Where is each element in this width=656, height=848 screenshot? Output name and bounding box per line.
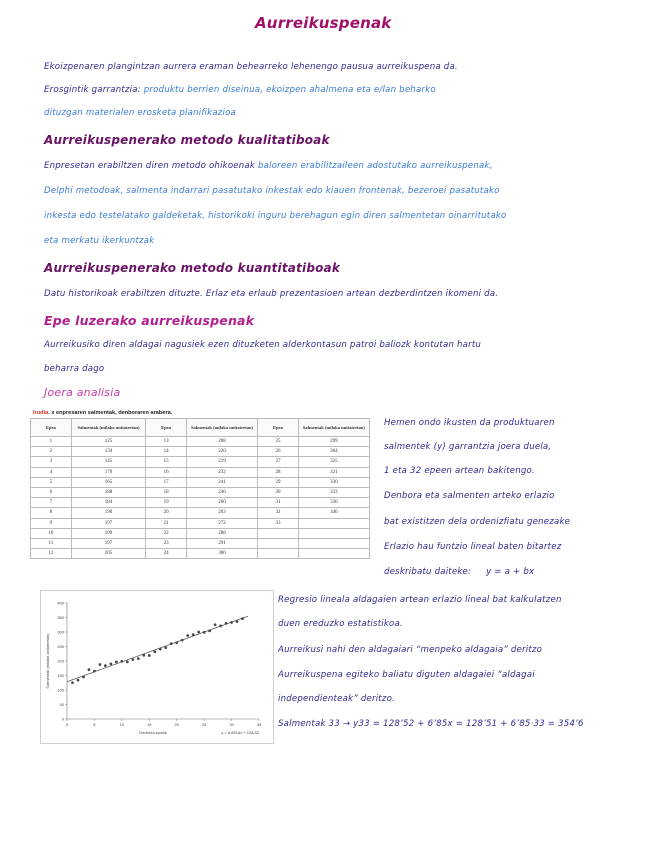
table-cell: 18 xyxy=(146,487,187,497)
y-tick-label: 300 xyxy=(57,629,64,635)
quant-heading: Aurreikuspenerako metodo kuantitatiboak xyxy=(44,261,341,275)
x-tick-label: 20 xyxy=(174,722,179,727)
table-cell: 21 xyxy=(146,518,187,528)
data-point xyxy=(159,648,162,651)
note-line: duen ereduzko estatistikoa. xyxy=(278,619,403,629)
data-point xyxy=(241,617,244,620)
x-tick-label: 25 xyxy=(201,722,207,727)
table-header: Salmentak (milaka unitateetan) xyxy=(186,419,257,437)
data-point xyxy=(142,654,145,657)
table-header: Epea xyxy=(146,419,187,437)
qual-lead: Enpresetan erabiltzen diren metodo ohikoenak xyxy=(44,161,256,171)
data-point xyxy=(99,663,102,666)
table-cell: 22 xyxy=(146,528,187,538)
table-row xyxy=(31,467,370,477)
table-cell: 6 xyxy=(31,487,72,497)
note-line: Aurreikusi nahi den aldagaiari “menpeko aldagaia” deritzo xyxy=(278,645,543,655)
table-cell: 321 xyxy=(298,467,369,477)
table-cell: 4 xyxy=(31,467,72,477)
table-cell: 24 xyxy=(146,549,187,559)
table-header-row xyxy=(31,419,370,437)
x-tick-label: 15 xyxy=(147,722,152,727)
table-cell: 145 xyxy=(71,457,146,467)
side-line: Hemen ondo ikusten da produktuaren xyxy=(384,418,555,428)
table-cell: 199 xyxy=(71,528,146,538)
equation-label: y = 6,8516x + 128,52 xyxy=(221,730,259,735)
y-tick-label: 350 xyxy=(57,614,64,620)
table-row xyxy=(31,437,370,447)
table-header: Salmentak (milaka unitateetan) xyxy=(298,419,369,437)
table-cell: 300 xyxy=(186,549,257,559)
table-cell: 220 xyxy=(186,447,257,457)
table-cell: 1 xyxy=(31,437,72,447)
table-cell: 31 xyxy=(258,498,299,508)
table-cell: 19 xyxy=(146,498,187,508)
data-point xyxy=(214,623,217,626)
table-cell: 170 xyxy=(71,467,146,477)
table-cell: 333 xyxy=(298,487,369,497)
table-row xyxy=(31,457,370,467)
table-cell: 336 xyxy=(298,498,369,508)
table-row xyxy=(31,487,370,497)
data-point xyxy=(137,657,140,660)
table-cell: 11 xyxy=(31,538,72,548)
data-point xyxy=(175,641,178,644)
table-cell xyxy=(298,528,369,538)
table-cell xyxy=(258,538,299,548)
table-header: Epea xyxy=(258,419,299,437)
y-tick-label: 150 xyxy=(57,672,64,678)
table-cell: 7 xyxy=(31,498,72,508)
data-point xyxy=(219,625,222,628)
table-cell: 325 xyxy=(298,457,369,467)
table-row xyxy=(31,538,370,548)
intro-keyword: Erosgintik garrantzia: xyxy=(44,85,141,95)
table-row xyxy=(31,477,370,487)
table-cell: 232 xyxy=(186,467,257,477)
y-tick-label: 250 xyxy=(57,643,64,649)
table-cell xyxy=(258,528,299,538)
table-cell: 12 xyxy=(31,549,72,559)
table-cell: 291 xyxy=(186,538,257,548)
table-cell: 16 xyxy=(146,467,187,477)
data-point xyxy=(170,642,173,645)
qual-detail: baloreen erabilitzaileen adostutako aurreikuspenak, xyxy=(255,161,493,171)
table-cell: 134 xyxy=(71,447,146,457)
data-point xyxy=(164,646,167,649)
table-cell: 3 xyxy=(31,457,72,467)
table-cell: 33 xyxy=(258,518,299,528)
table-caption: Irudia. x enpresaren salmentak, denboraren arabera. xyxy=(33,410,173,416)
scatter-chart xyxy=(40,590,274,744)
data-point xyxy=(77,679,80,682)
data-point xyxy=(148,654,151,657)
qual-line-3: inkesta edo testelatako galdeketak, historikoki inguru berehagun egin diren salmentetan oinarritutako xyxy=(44,211,507,221)
formula: y = a + bx xyxy=(486,567,535,577)
intro-line-1: Ekoizpenaren plangintzan aurrera eraman behearreko lehenengo pausua aurreikuspena da. xyxy=(44,62,458,72)
table-cell: 28 xyxy=(258,467,299,477)
table-cell: 330 xyxy=(298,477,369,487)
table-cell: 260 xyxy=(186,498,257,508)
note-line: Aurreikuspena egiteko baliatu diguten aldagaiei “aldagai xyxy=(278,670,535,680)
data-point xyxy=(93,670,96,673)
table-cell xyxy=(298,538,369,548)
table-cell: 14 xyxy=(146,447,187,457)
data-point xyxy=(104,664,107,667)
table-cell: 9 xyxy=(31,518,72,528)
data-point xyxy=(82,676,85,679)
table-cell: 20 xyxy=(146,508,187,518)
table-cell: 15 xyxy=(146,457,187,467)
quant-line-1: Datu historikoak erabiltzen dituzte. Erlaz eta erlaub prezentasioen artean dezberdintzen ikomeni da. xyxy=(44,289,499,299)
table-header: Salmentak (milaka unitateetan) xyxy=(71,419,146,437)
qual-heading: Aurreikuspenerako metodo kualitatiboak xyxy=(44,133,330,147)
x-tick-label: 0 xyxy=(65,722,69,727)
x-tick-label: 5 xyxy=(93,722,96,727)
table-cell: 23 xyxy=(146,538,187,548)
table-row xyxy=(31,528,370,538)
table-cell: 197 xyxy=(71,538,146,548)
data-point xyxy=(88,668,91,671)
table-cell: 205 xyxy=(71,549,146,559)
table-cell: 10 xyxy=(31,528,72,538)
table-cell: 346 xyxy=(298,508,369,518)
table-cell: 27 xyxy=(258,457,299,467)
data-point xyxy=(203,631,206,634)
prediction-line: Salmentak 33 → y33 = 128’52 + 6’85x = 128’51 + 6’85·33 = 354’6 xyxy=(278,719,584,729)
table-cell: 288 xyxy=(186,528,257,538)
y-tick-label: 100 xyxy=(57,687,64,693)
intro-line-2 xyxy=(44,85,436,95)
table-row xyxy=(31,498,370,508)
data-point xyxy=(208,629,211,632)
table-cell: 197 xyxy=(71,518,146,528)
data-point xyxy=(115,660,118,663)
long-line-2: beharra dago xyxy=(44,364,105,374)
qual-line-2: Delphi metodoak, salmenta indarrari pasatutako inkestak edo kiauen frontenak, bezeroei pasatutako xyxy=(44,186,500,196)
side-line: bat existitzen dela ordenizfiatu genezake xyxy=(384,517,571,527)
side-line: Denbora eta salmenten arteko erlazio xyxy=(384,491,555,501)
y-tick-label: 50 xyxy=(59,701,64,707)
table-cell: 26 xyxy=(258,447,299,457)
table-row xyxy=(31,549,370,559)
table-cell: 304 xyxy=(298,447,369,457)
scatter-chart-svg xyxy=(41,591,273,743)
table-cell: 188 xyxy=(71,487,146,497)
table-cell: 30 xyxy=(258,487,299,497)
table-row xyxy=(31,508,370,518)
long-line-1: Aurreikusiko diren aldagai nagusiek ezen dituzketen alderkontasun patroi baliozk kontutan hartu xyxy=(44,340,482,350)
table-cell: 32 xyxy=(258,508,299,518)
data-point xyxy=(126,660,129,663)
table-cell: 8 xyxy=(31,508,72,518)
table-cell: 219 xyxy=(186,457,257,467)
data-point xyxy=(120,660,123,663)
sales-table-figure xyxy=(30,410,370,558)
x-axis-label: Denbora-epeak xyxy=(139,730,167,735)
x-tick-label: 30 xyxy=(229,722,234,727)
table-cell xyxy=(258,549,299,559)
table-cell: 2 xyxy=(31,447,72,457)
data-point xyxy=(197,631,200,634)
table-cell: 299 xyxy=(298,437,369,447)
table-cell: 5 xyxy=(31,477,72,487)
note-line: independienteak” deritzo. xyxy=(278,694,395,704)
y-tick-label: 400 xyxy=(57,600,64,606)
y-tick-label: 200 xyxy=(57,658,64,664)
table-cell: 184 xyxy=(71,498,146,508)
table-cell: 29 xyxy=(258,477,299,487)
table-cell: 272 xyxy=(186,518,257,528)
side-line xyxy=(384,567,534,577)
table-cell: 125 xyxy=(71,437,146,447)
qual-line-4: eta merkatu ikerkuntzak xyxy=(44,236,155,246)
data-point xyxy=(230,621,233,624)
y-axis-label: Salmentak (milaka unitateetan) xyxy=(45,633,50,689)
data-point xyxy=(186,634,189,637)
table-cell: 263 xyxy=(186,508,257,518)
table-row xyxy=(31,518,370,528)
table-cell xyxy=(298,549,369,559)
data-point xyxy=(71,681,74,684)
table-cell: 208 xyxy=(186,437,257,447)
data-point xyxy=(225,622,228,625)
page-title: Aurreikuspenak xyxy=(255,14,392,32)
table-cell: 13 xyxy=(146,437,187,447)
data-point xyxy=(236,620,239,623)
data-point xyxy=(131,658,134,661)
x-tick-label: 35 xyxy=(256,722,262,727)
data-point xyxy=(181,639,184,642)
sales-table xyxy=(30,418,370,559)
data-point xyxy=(109,663,112,666)
regression-heading: Joera analisia xyxy=(44,386,121,399)
table-cell: 17 xyxy=(146,477,187,487)
data-point xyxy=(153,650,156,653)
data-point xyxy=(192,633,195,636)
y-tick-label: 0 xyxy=(61,716,64,722)
side-line-text: deskribatu daiteke: xyxy=(384,567,472,577)
table-cell: 241 xyxy=(186,477,257,487)
table-cell: 246 xyxy=(186,487,257,497)
table-header: Epea xyxy=(31,419,72,437)
side-line: 1 eta 32 epeen artean bakitengo. xyxy=(384,466,535,476)
table-cell: 190 xyxy=(71,508,146,518)
table-cell: 25 xyxy=(258,437,299,447)
note-line: Regresio lineala aldagaien artean erlazio lineal bat kalkulatzen xyxy=(278,595,562,605)
long-heading: Epe luzerako aurreikuspenak xyxy=(44,313,255,328)
intro-detail: produktu berrien diseinua, ekoizpen ahalmena eta e/lan beharko xyxy=(140,85,436,95)
table-cell xyxy=(298,518,369,528)
x-tick-label: 10 xyxy=(119,722,125,727)
side-line: salmentek (y) garrantzia joera duela, xyxy=(384,442,552,452)
table-cell: 165 xyxy=(71,477,146,487)
qual-line-1 xyxy=(44,161,493,171)
side-line: Erlazio hau funtzio lineal baten bitartez xyxy=(384,542,562,552)
intro-line-3: dituzgan materialen erosketa planifikazioa xyxy=(44,108,237,118)
table-row xyxy=(31,447,370,457)
